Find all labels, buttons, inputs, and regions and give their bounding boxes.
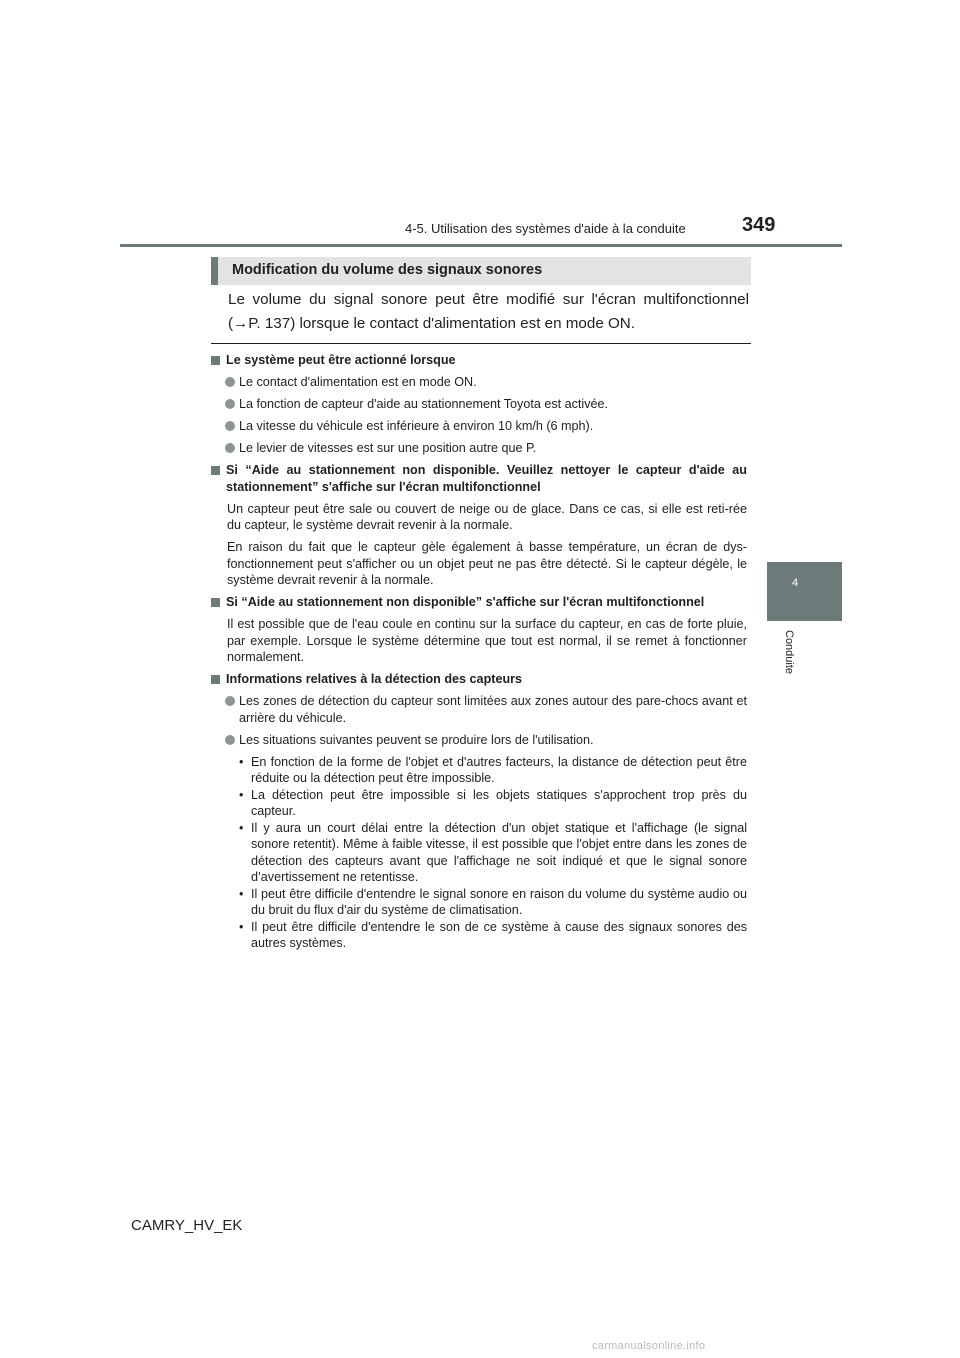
square-bullet-icon <box>211 675 220 684</box>
circle-bullet-icon <box>225 443 235 453</box>
bullet-item <box>211 418 747 435</box>
bullet-item <box>211 440 747 457</box>
intro-divider <box>211 343 751 344</box>
bullet-text: Le levier de vitesses est sur une position autre que P. <box>239 441 537 455</box>
dot-bullet-icon: • <box>239 919 244 934</box>
sub-bullet-text: En fonction de la forme de l'objet et d'autres facteurs, la distance de détection peut être réduite ou la détection peut être impossible. <box>251 754 747 785</box>
circle-bullet-icon <box>225 377 235 387</box>
header-rule <box>120 244 842 247</box>
bullet-text: Le contact d'alimentation est en mode ON. <box>239 375 477 389</box>
circle-bullet-icon <box>225 696 235 706</box>
sub-bullet-item <box>211 919 747 952</box>
bullet-item <box>211 693 747 726</box>
note-heading <box>211 462 747 495</box>
square-bullet-icon <box>211 356 220 365</box>
note-heading <box>211 352 747 369</box>
note-heading-text: Informations relatives à la détection des capteurs <box>226 672 523 686</box>
sub-bullet-item <box>211 886 747 919</box>
circle-bullet-icon <box>225 421 235 431</box>
dot-bullet-icon: • <box>239 820 244 835</box>
bullet-text: La fonction de capteur d'aide au stationnement Toyota est activée. <box>239 397 609 411</box>
sub-bullet-item <box>211 754 747 787</box>
bullet-text: Les zones de détection du capteur sont limitées aux zones autour des pare-chocs avant et arrière du véhicule. <box>239 694 747 725</box>
note-paragraph: Il est possible que de l'eau coule en continu sur la surface du capteur, en cas de forte pluie, par exemple. Lorsque le système détermine que tout est normal, il se remet à fonctionner normalement. <box>227 617 747 664</box>
bullet-text: La vitesse du véhicule est inférieure à environ 10 km/h (6 mph). <box>239 419 594 433</box>
sub-bullet-item <box>211 787 747 820</box>
sub-bullet-list <box>211 754 747 952</box>
circle-bullet-icon <box>225 735 235 745</box>
section-title: Modification du volume des signaux sonores <box>232 262 543 278</box>
section-heading-bar <box>211 257 751 285</box>
header-section-title: 4-5. Utilisation des systèmes d'aide à la conduite <box>405 221 686 236</box>
circle-bullet-icon <box>225 399 235 409</box>
note-heading-text: Si “Aide au stationnement non disponible” s'affiche sur l'écran multifonctionnel <box>226 595 705 609</box>
sub-bullet-item <box>211 820 747 886</box>
note-heading-text: Le système peut être actionné lorsque <box>226 353 456 367</box>
footer-watermark: carmanualsonline.info <box>592 1340 706 1352</box>
note-paragraph: En raison du fait que le capteur gèle également à basse température, un écran de dys-fonctionnement peut s'afficher ou un objet peut ne pas être détecté. Si le capteur dégèle, le système devrait revenir à la normale. <box>227 540 747 587</box>
bullet-item <box>211 374 747 391</box>
section-intro: Le volume du signal sonore peut être modifié sur l'écran multifonctionnel (→P. 137) lorsque le contact d'alimentation est en mode ON. <box>228 291 749 332</box>
dot-bullet-icon: • <box>239 754 244 769</box>
dot-bullet-icon: • <box>239 886 244 901</box>
square-bullet-icon <box>211 466 220 475</box>
note-paragraph: Un capteur peut être sale ou couvert de neige ou de glace. Dans ce cas, si elle est reti-rée du capteur, le système devrait revenir à la normale. <box>227 501 747 532</box>
sub-bullet-text: Il peut être difficile d'entendre le signal sonore en raison du volume du système audio ou du bruit du flux d'air du système de climatisation. <box>251 886 747 917</box>
square-bullet-icon <box>211 598 220 607</box>
page-number: 349 <box>742 214 776 236</box>
sub-bullet-text: Il y aura un court délai entre la détection d'un objet statique et l'affichage (le signal sonore retentit). Même à faible vitesse, il est possible que l'objet entre dans les zones de détection des capteurs avant que l'affichage ne soit indiqué et que le signal sonore d’avertissement ne retentisse. <box>251 820 747 884</box>
notes <box>211 352 747 952</box>
note-heading <box>211 671 747 688</box>
side-tab-label: Conduite <box>783 630 795 675</box>
note-heading-text: Si “Aide au stationnement non disponible. Veuillez nettoyer le capteur d'aide au stationnement” s'affiche sur l'écran multifonctionnel <box>226 463 747 494</box>
bullet-item <box>211 396 747 413</box>
bullet-text: Les situations suivantes peuvent se produire lors de l'utilisation. <box>239 732 594 747</box>
bullet-item <box>211 732 747 749</box>
side-tab <box>767 562 842 621</box>
sub-bullet-text: La détection peut être impossible si les objets statiques s'approchent trop près du capteur. <box>251 787 747 818</box>
side-tab-number: 4 <box>792 577 799 589</box>
sub-bullet-text: Il peut être difficile d'entendre le son de ce système à cause des signaux sonores des autres systèmes. <box>251 919 747 950</box>
dot-bullet-icon: • <box>239 787 244 802</box>
note-heading <box>211 594 747 611</box>
footer-model-code: CAMRY_HV_EK <box>131 1217 243 1234</box>
